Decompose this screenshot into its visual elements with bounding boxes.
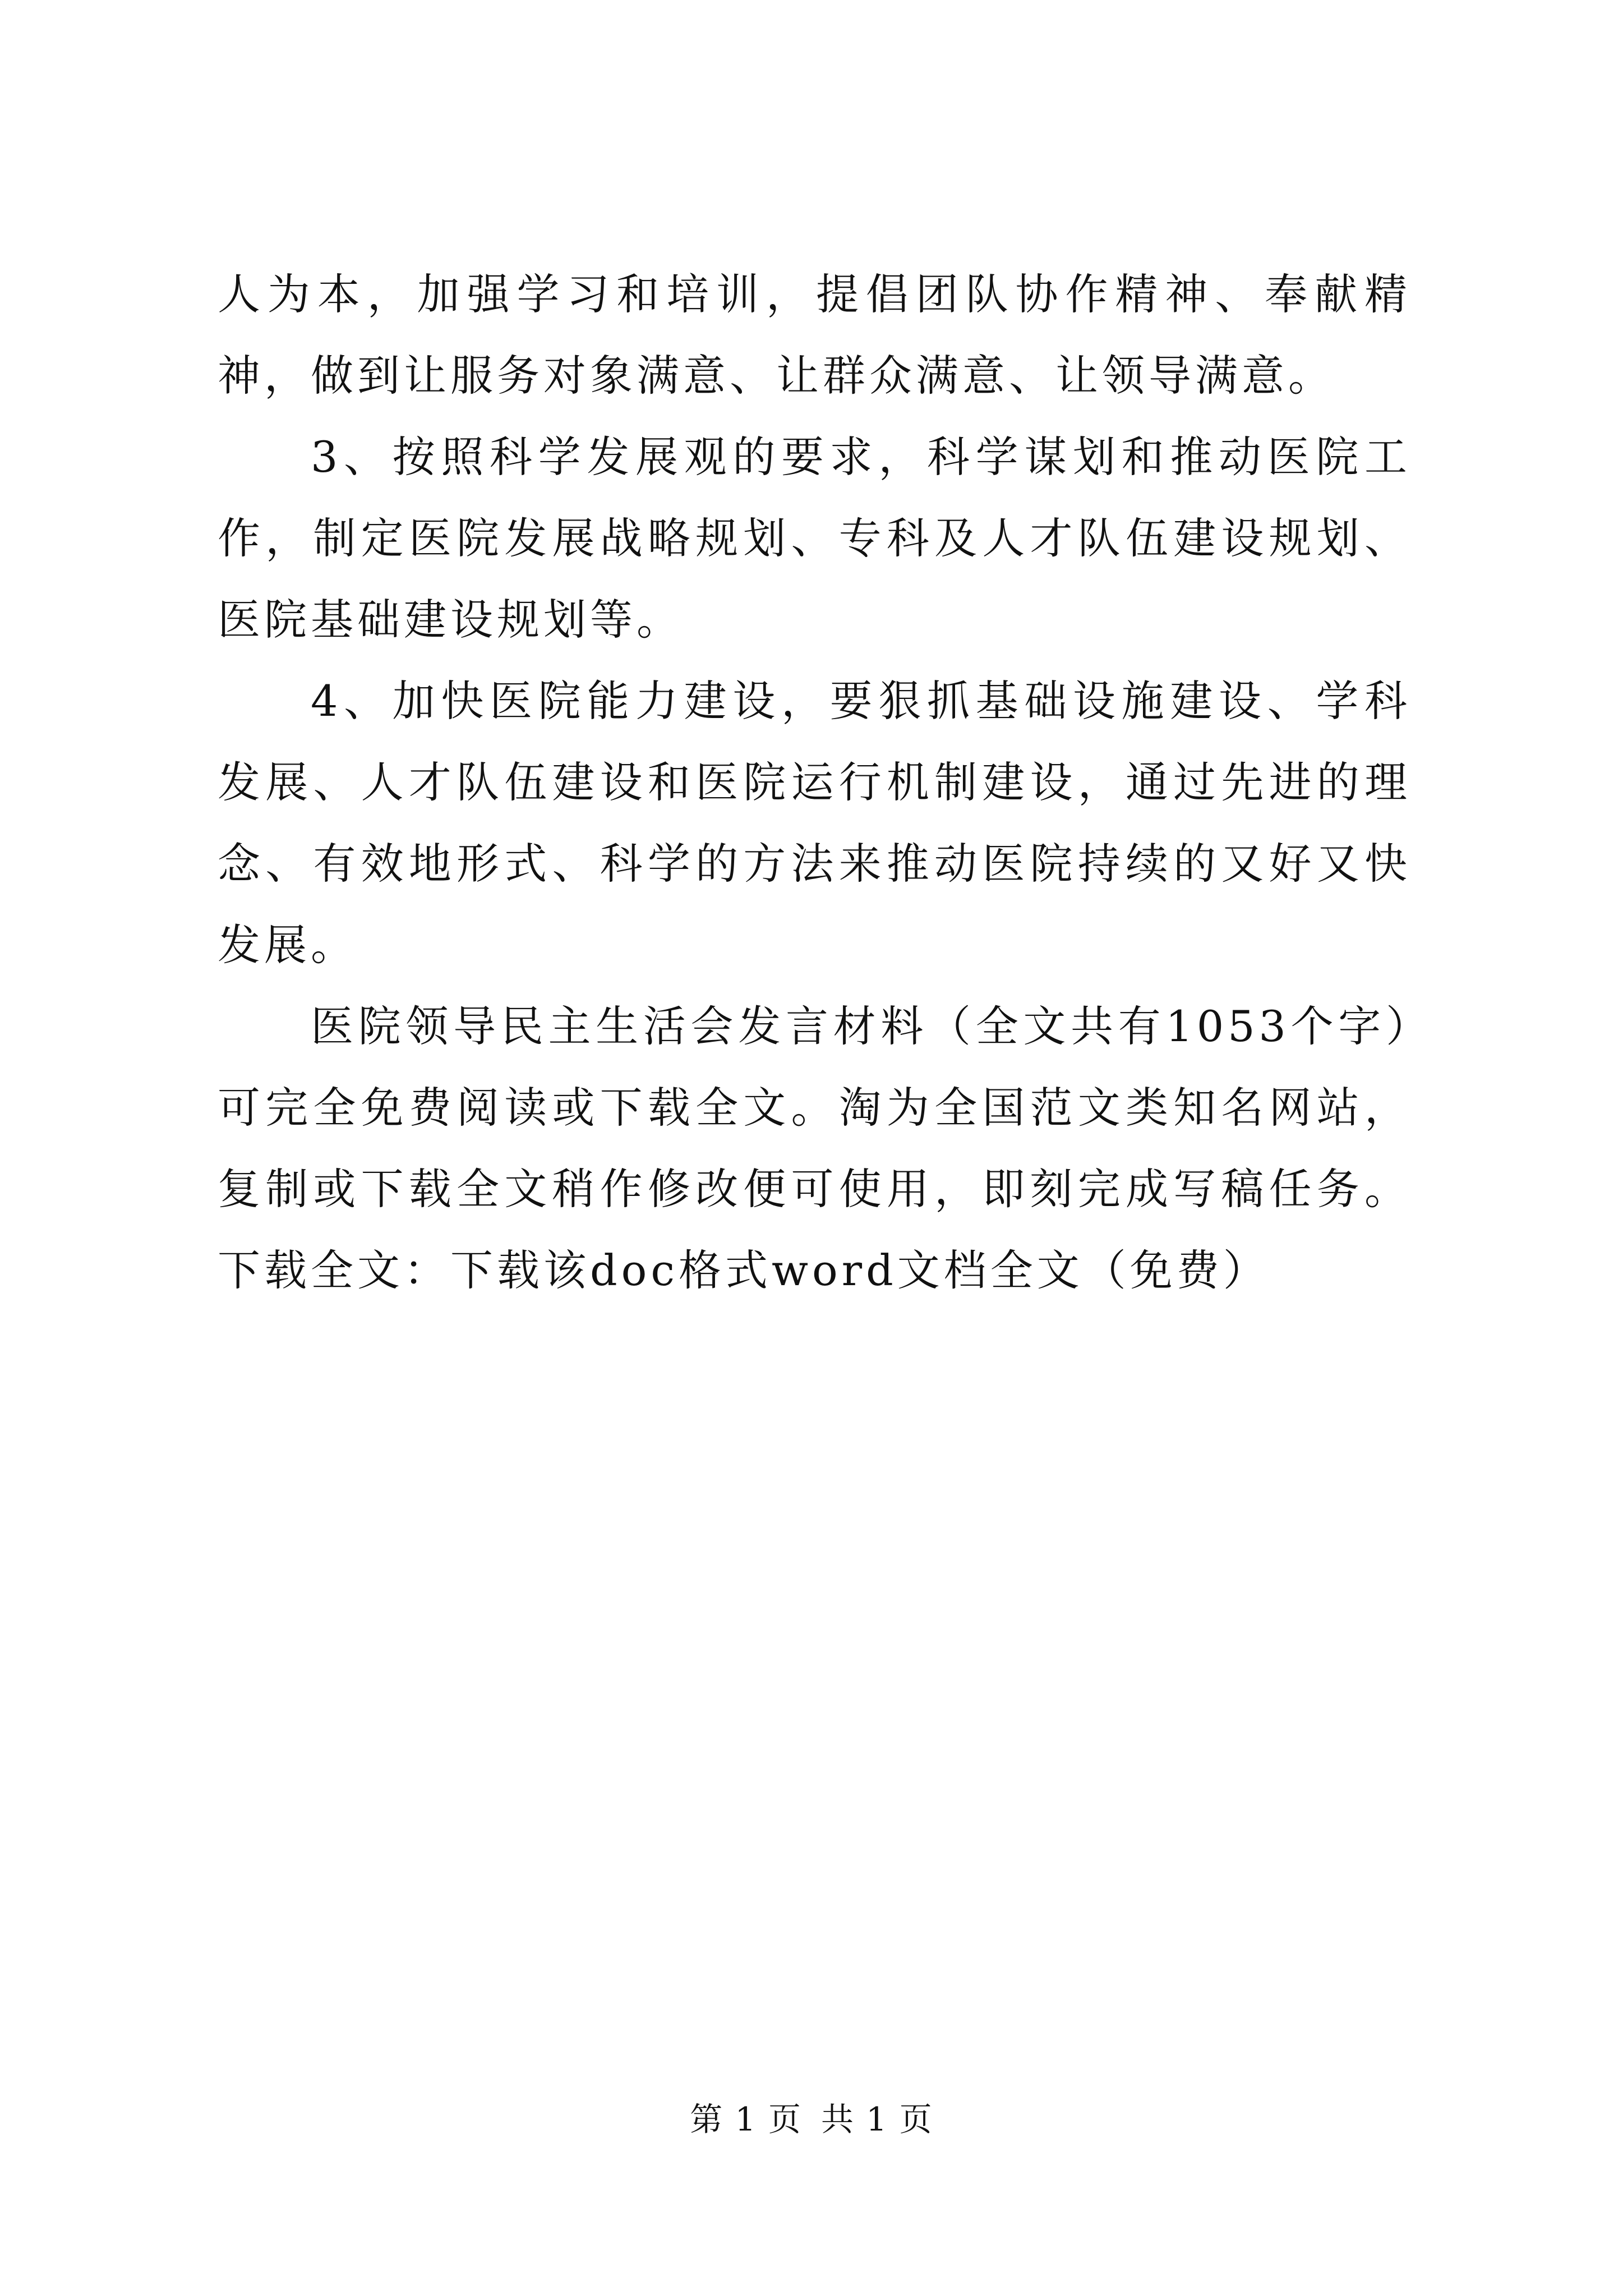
page-footer <box>0 2097 1623 2142</box>
paragraph-download-note: 医院领导民主生活会发言材料（全文共有1053个字）可完全免费阅读或下载全文。淘为全国范文类知名网站，复制或下载全文稍作修改便可使用，即刻完成写稿任务。下载全文：下载该doc格式word文档全文（免费） <box>218 1001 1411 1295</box>
paragraph-item-4: 4、加快医院能力建设，要狠抓基础设施建设、学科发展、人才队伍建设和医院运行机制建设，通过先进的理念、有效地形式、科学的方法来推动医院持续的又好又快发展。 <box>218 676 1411 970</box>
paragraph-item-3: 3、按照科学发展观的要求，科学谋划和推动医院工作，制定医院发展战略规划、专科及人才队伍建设规划、医院基础建设规划等。 <box>218 432 1411 645</box>
document-body <box>218 254 1411 1311</box>
page-number-total: 共 1 页 <box>821 2100 933 2138</box>
paragraph-continuation: 人为本，加强学习和培训，提倡团队协作精神、奉献精神，做到让服务对象满意、让群众满意、让领导满意。 <box>218 269 1411 401</box>
page-number-current: 第 1 页 <box>690 2100 802 2138</box>
